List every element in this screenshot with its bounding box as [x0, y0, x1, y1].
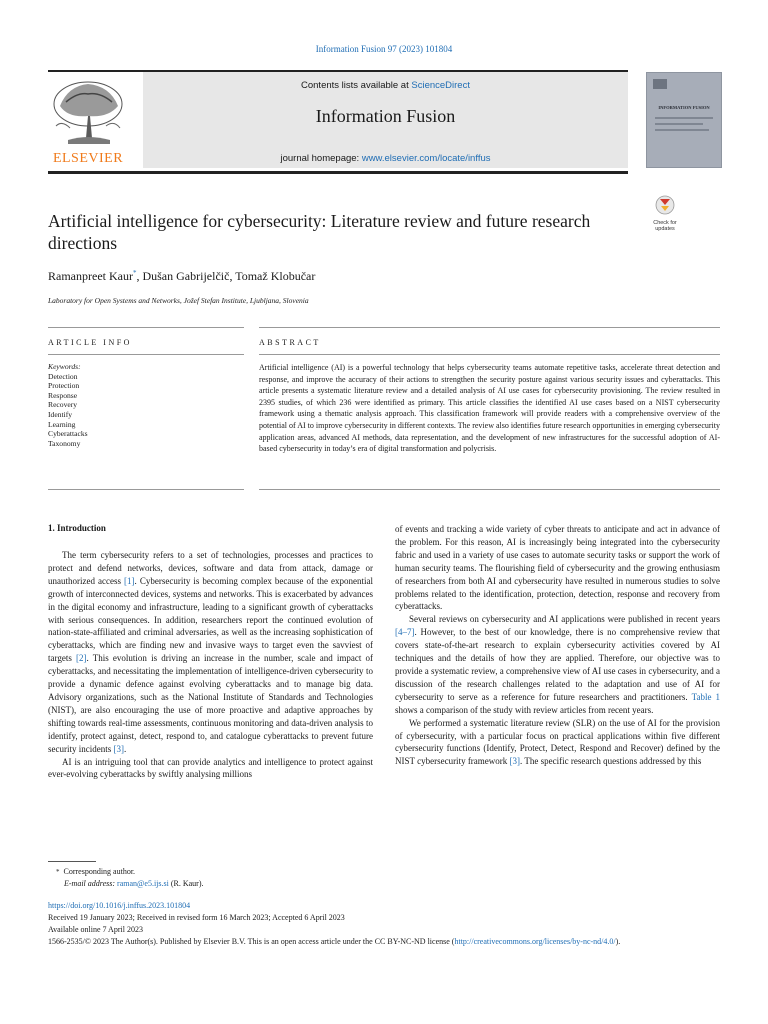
keywords-label: Keywords:: [48, 362, 81, 371]
corresponding-text: Corresponding author.: [63, 867, 136, 876]
cover-title: INFORMATION FUSION: [658, 105, 710, 110]
divider: [48, 489, 244, 490]
header-rule-bottom: [48, 171, 628, 174]
divider: [48, 354, 244, 355]
text-run: We performed a systematic literature review (SLR) on the use of AI for the provision of cybersecurity, with a particular focus on practical applications within five different cybersecurity functions (Identify, Protect, Detect, Respond and Recover) defined by the NIST cybersecurity framework: [395, 717, 720, 767]
divider: [48, 327, 244, 328]
citation-link[interactable]: [4–7]: [395, 627, 415, 638]
keyword: Detection: [48, 371, 78, 381]
citation-link[interactable]: [3]: [113, 743, 124, 754]
sciencedirect-link[interactable]: ScienceDirect: [411, 80, 470, 91]
email-label: E-mail address:: [64, 879, 118, 888]
text-run: . Cybersecurity is becoming complex because of the exponential growth of interconnected devices, systems and networks. This is exacerbated by advances in the digital economy and infrastructure, leading to a significant growth of cyberattacks with serious consequences. In addition, researchers report the continued evolution of nation-state-affiliated and criminal adversaries, as well as the increasing sophistication of cyberattacks, which are finding new and invasive ways to target even the savviest of targets: [48, 575, 373, 664]
journal-title: Information Fusion: [315, 106, 456, 126]
homepage-link[interactable]: www.elsevier.com/locate/inffus: [361, 153, 491, 164]
license-text: 1566-2535/© 2023 The Author(s). Published by Elsevier B.V. This is an open access article under the CC BY-NC-ND license (: [48, 937, 455, 946]
journal-reference[interactable]: Information Fusion 97 (2023) 101804: [315, 44, 453, 54]
body-paragraph: [48, 549, 373, 756]
article-info-heading: ARTICLE INFO: [48, 338, 132, 347]
divider: [259, 327, 720, 328]
keywords-list: [48, 362, 88, 448]
text-run: Several reviews on cybersecurity and AI applications were published in recent years: [409, 614, 720, 625]
footnotes: [48, 866, 720, 948]
text-run: .: [123, 743, 127, 754]
doi-link[interactable]: https://doi.org/10.1016/j.inffus.2023.101804: [48, 901, 191, 910]
cover-line: [655, 117, 713, 119]
affiliation: Laboratory for Open Systems and Networks, Jožef Stefan Institute, Ljubljana, Slovenia: [48, 296, 309, 305]
text-run: The term cybersecurity refers to a set of technologies, processes and practices to protect and defend networks, devices, software and data from attack, damage or unauthorized access: [48, 550, 373, 586]
body-paragraph: [395, 717, 720, 769]
keyword: Cyberattacks: [48, 429, 88, 439]
license-statement: [48, 936, 720, 948]
keyword: Identify: [48, 409, 73, 419]
body-paragraph: AI is an intriguing tool that can provide analytics and intelligence to protect against ever-evolving cyberattacks by swiftly analysing millions: [48, 756, 373, 780]
text-run: . However, to the best of our knowledge, there is no comprehensive review that covers state-of-the-art research to explain cybersecurity activities covered by AI techniques and the details of how they are applied. Therefore, our objective was to provide a systematic review, a comprehensive view of AI use cases in cybersecurity, and a discussion of the research challenges related to the adaptation and use of AI for cybersecurity to serve as a reference for future researchers and practitioners.: [395, 627, 720, 702]
author-list: Ramanpreet Kaur*, Dušan Gabrijelčič, Tomaž Klobučar: [48, 269, 316, 283]
email-link[interactable]: raman@e5.ijs.si: [117, 879, 169, 888]
author-name[interactable]: Tomaž Klobučar: [235, 269, 316, 283]
check-for-updates-badge[interactable]: [648, 195, 682, 231]
contents-prefix: Contents lists available at: [301, 80, 412, 91]
check-badge-line1: Check for: [653, 220, 677, 226]
corresponding-author-mark[interactable]: *: [132, 269, 137, 277]
text-run: . The specific research questions addressed by this: [520, 756, 702, 767]
divider: [259, 354, 720, 355]
citation-link[interactable]: [3]: [509, 756, 521, 767]
email-footnote: [48, 878, 720, 890]
body-column-left: [48, 549, 373, 781]
body-column-right: [395, 523, 720, 768]
citation-link[interactable]: [2]: [76, 653, 87, 664]
keyword: Learning: [48, 419, 76, 429]
received-dates: Received 19 January 2023; Received in revised form 16 March 2023; Accepted 6 April 2023: [48, 913, 345, 922]
contents-line: [143, 80, 628, 91]
check-updates-icon: [648, 195, 682, 215]
cover-line: [655, 129, 709, 131]
keyword: Protection: [48, 381, 80, 391]
keyword: Response: [48, 390, 78, 400]
check-badge-line2: updates: [655, 226, 675, 232]
corresponding-footnote: * Corresponding author.: [56, 867, 136, 876]
section-heading-introduction: 1. Introduction: [48, 523, 106, 533]
paper-title: Artificial intelligence for cybersecurity: Literature review and future research directions: [48, 211, 591, 253]
citation-link[interactable]: [1]: [124, 575, 135, 586]
cover-line: [655, 123, 703, 125]
body-paragraph: [395, 613, 720, 716]
email-suffix: (R. Kaur).: [168, 879, 204, 888]
text-run: shows a comparison of the study with review articles from recent years.: [395, 704, 654, 715]
divider: [259, 489, 720, 490]
author-name[interactable]: Ramanpreet Kaur: [48, 269, 133, 283]
table-link[interactable]: Table 1: [691, 691, 720, 702]
abstract-text: Artificial intelligence (AI) is a powerful technology that helps cybersecurity teams automate repetitive tasks, accelerate threat detection and response, and improve the accuracy of their actions to strengthen the security posture against various security issues and cyberattacks. This article presents a systematic literature review and a detailed analysis of AI use cases for cybersecurity provisioning. The review resulted in 2395 studies, of which 236 were identified as primary. This article classifies the identified AI use cases based on a NIST cybersecurity framework using a thematic analysis approach. This classification framework will provide readers with a comprehensive overview of the potential of AI to improve cybersecurity in different contexts. The review also identifies future research opportunities in emerging cybersecurity application areas, advanced AI methods, data representation, and the development of new infrastructures for the successful adoption of AI-based cybersecurity in today’s era of digital transformation and polycrisis.: [259, 363, 720, 454]
footnote-rule: [48, 861, 96, 862]
abstract-heading: ABSTRACT: [259, 338, 321, 347]
author-name[interactable]: Dušan Gabrijelčič: [142, 269, 230, 283]
body-paragraph: of events and tracking a wide variety of cyber threats to anticipate and act in advance of the problem. For this reason, AI is increasingly being integrated into the cybersecurity fabric and used in a variety of use cases to automate security tasks or support the work of human security teams. The flourishing field of cybersecurity and the growing enthusiasm of researchers from both AI and cybersecurity have resulted in numerous studies to solve problems related to the identification, protection, detection, response and recovery from cyberattacks.: [395, 524, 720, 612]
homepage-prefix: journal homepage:: [280, 153, 362, 164]
available-online: Available online 7 April 2023: [48, 925, 143, 934]
homepage-line: [143, 153, 628, 164]
keyword: Recovery: [48, 400, 78, 410]
publisher-name: ELSEVIER: [52, 151, 124, 166]
license-link[interactable]: http://creativecommons.org/licenses/by-nc-nd/4.0/: [454, 937, 616, 946]
license-text-end: ).: [615, 937, 621, 946]
journal-cover-image[interactable]: [646, 72, 722, 168]
cover-logo-block: [653, 79, 667, 89]
text-run: . This evolution is driving an increase in the number, scale and impact of cyberattacks, and necessitating the implementation of intelligence-driven cybersecurity to provide a dynamic defence against evolving cyberattacks and to manage big data. Advisory organizations, such as the National Institute of Standards and Technologies (NIST), are also encouraging the use of more proactive and adaptive approaches by shifting towards real-time assessments, continuous monitoring and data-driven analysis to identify, protect against, detect, respond to, and catalogue cyberattacks to prevent future security incidents: [48, 653, 374, 754]
keyword: Taxonomy: [48, 438, 81, 448]
